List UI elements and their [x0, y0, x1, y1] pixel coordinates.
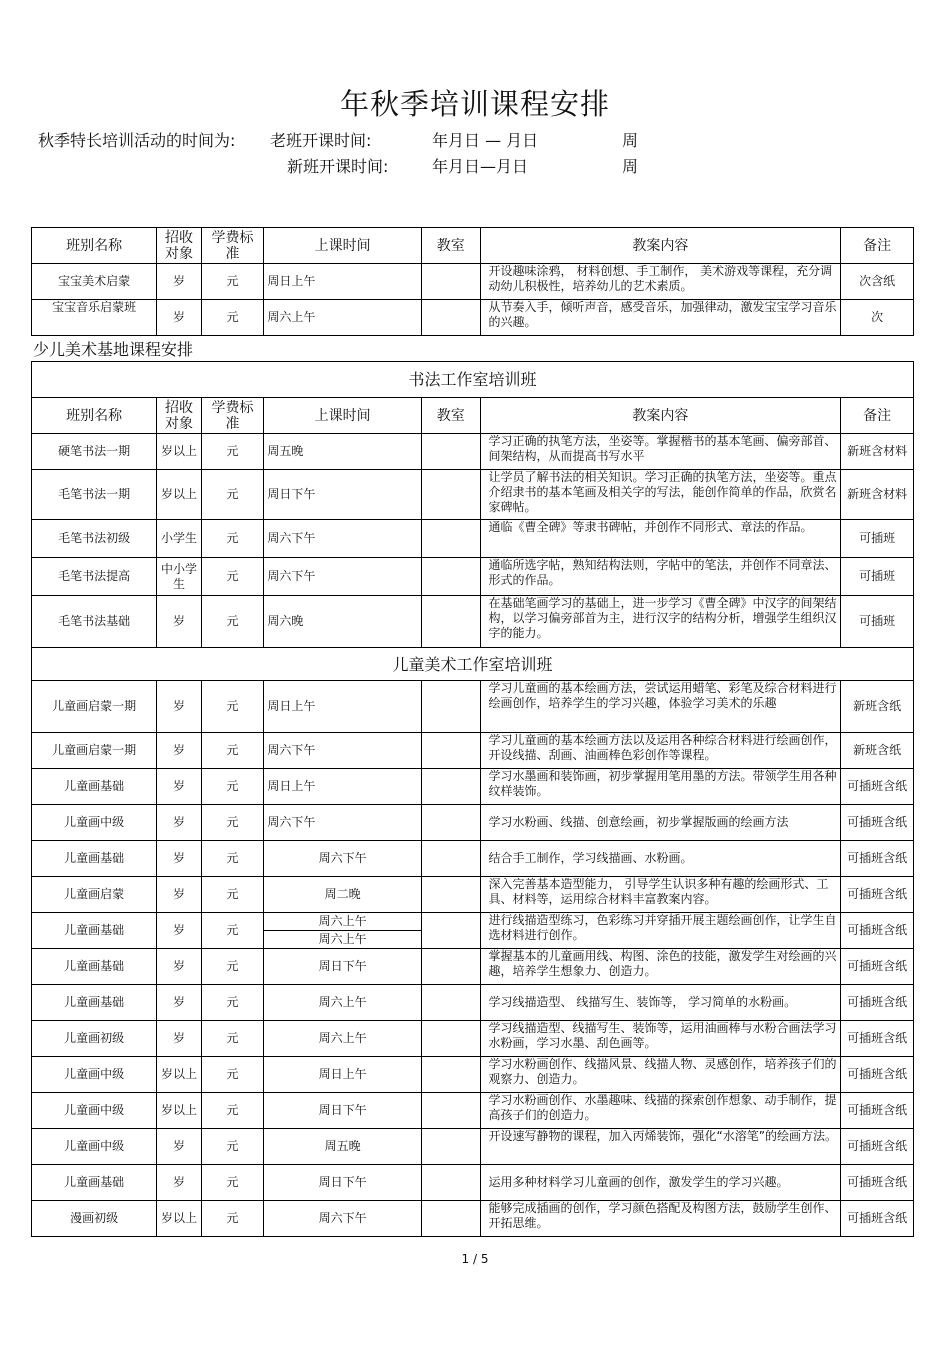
class-content: 学习水墨画和装饰画，初步掌握用笔用墨的方法。带领学生用各种纹样装饰。 — [480, 769, 841, 805]
new-class-week: 周 — [622, 157, 639, 176]
class-fee: 元 — [201, 1165, 264, 1201]
class-target: 岁以上 — [157, 470, 201, 520]
class-target: 岁 — [157, 841, 201, 877]
class-name: 儿童画初级 — [32, 1021, 157, 1057]
class-time: 周日上午 — [264, 769, 422, 805]
class-room — [421, 1165, 480, 1201]
class-time: 周六下午 — [264, 558, 422, 596]
page-number: 1 / 5 — [461, 1252, 489, 1266]
table-row — [32, 1021, 914, 1057]
class-room — [421, 300, 480, 336]
table-row — [32, 558, 914, 596]
class-target: 岁以上 — [157, 1201, 201, 1237]
class-target: 岁 — [157, 769, 201, 805]
class-target: 岁以上 — [157, 1093, 201, 1129]
class-time-first: 周六上午 — [264, 913, 421, 931]
class-time-split — [264, 913, 422, 949]
class-note: 可插班含纸 — [841, 1093, 914, 1129]
class-room — [421, 949, 480, 985]
class-note: 次 — [841, 300, 914, 336]
class-target: 岁以上 — [157, 1057, 201, 1093]
class-fee: 元 — [201, 1093, 264, 1129]
class-target: 岁 — [157, 877, 201, 913]
header-fee: 学费标准 — [201, 228, 264, 264]
class-room — [421, 913, 480, 949]
class-target: 岁 — [157, 733, 201, 769]
class-time: 周五晚 — [264, 1129, 422, 1165]
class-fee: 元 — [201, 264, 264, 300]
class-time: 周日上午 — [264, 681, 422, 733]
class-content: 让学员了解书法的相关知识。学习正确的执笔方法，坐姿等。重点介绍隶书的基本笔画及相关字的写法，能创作简单的作品，欣赏名家碑帖。 — [480, 470, 841, 520]
class-room — [421, 733, 480, 769]
header-name: 班别名称 — [32, 398, 157, 434]
class-content: 掌握基本的儿童画用线、构图、涂色的技能，激发学生对绘画的兴趣，培养学生想象力、创造力。 — [480, 949, 841, 985]
subheading: 少儿美术基地课程安排 — [33, 340, 194, 359]
class-note: 可插班含纸 — [841, 1165, 914, 1201]
class-time: 周六下午 — [264, 841, 422, 877]
table-row — [32, 877, 914, 913]
class-content: 进行线描造型练习，色彩练习并穿插开展主题绘画创作，让学生自选材料进行创作。 — [480, 913, 841, 949]
class-name: 硬笔书法一期 — [32, 434, 157, 470]
class-content: 学习线描造型、 线描写生、装饰等， 学习简单的水粉画。 — [480, 985, 841, 1021]
class-room — [421, 558, 480, 596]
class-time: 周六下午 — [264, 805, 422, 841]
table-row — [32, 1093, 914, 1129]
class-note: 新班含材料 — [841, 434, 914, 470]
table-row — [32, 1201, 914, 1237]
table-row — [32, 470, 914, 520]
table-header-row — [32, 228, 914, 264]
art-base-table — [31, 361, 914, 1237]
table-row — [32, 913, 914, 949]
new-class-label: 新班开课时间: — [287, 157, 389, 176]
table-row — [32, 949, 914, 985]
class-time: 周六下午 — [264, 1201, 422, 1237]
table-row — [32, 769, 914, 805]
class-note: 可插班含纸 — [841, 985, 914, 1021]
class-fee: 元 — [201, 1021, 264, 1057]
class-name: 儿童画中级 — [32, 1057, 157, 1093]
class-name: 毛笔书法初级 — [32, 520, 157, 558]
class-target: 岁 — [157, 985, 201, 1021]
class-room — [421, 985, 480, 1021]
class-content: 学习水粉画、线描、创意绘画，初步掌握版画的绘画方法 — [480, 805, 841, 841]
class-note: 新班含纸 — [841, 681, 914, 733]
class-time: 周日上午 — [264, 264, 422, 300]
class-name: 宝宝音乐启蒙班 — [32, 300, 157, 336]
header-note: 备注 — [841, 228, 914, 264]
class-note: 可插班含纸 — [841, 1021, 914, 1057]
class-note: 可插班 — [841, 596, 914, 648]
new-class-dates: 年月日—月日 — [432, 157, 529, 176]
section-row-art — [32, 648, 914, 681]
class-target: 岁 — [157, 596, 201, 648]
class-content: 开设速写静物的课程，加入丙烯装饰，强化“水溶笔”的绘画方法。 — [480, 1129, 841, 1165]
class-fee: 元 — [201, 733, 264, 769]
class-content: 从节奏入手，倾听声音，感受音乐，加强律动，激发宝宝学习音乐的兴趣。 — [480, 300, 841, 336]
class-note: 新班含材料 — [841, 470, 914, 520]
class-time: 周六上午 — [264, 985, 422, 1021]
class-room — [421, 1129, 480, 1165]
class-room — [421, 470, 480, 520]
class-content: 在基础笔画学习的基础上，进一步学习《曹全碑》中汉字的间架结构，以学习偏旁部首为主，进行汉字的结构分析，增强学生组织汉字的能力。 — [480, 596, 841, 648]
class-fee: 元 — [201, 434, 264, 470]
class-time: 周六下午 — [264, 733, 422, 769]
class-target: 岁以上 — [157, 434, 201, 470]
class-target: 小学生 — [157, 520, 201, 558]
class-fee: 元 — [201, 841, 264, 877]
class-room — [421, 1093, 480, 1129]
table-row — [32, 805, 914, 841]
class-name: 儿童画基础 — [32, 949, 157, 985]
class-time: 周六下午 — [264, 520, 422, 558]
old-class-dates: 年月日 — 月日 — [432, 131, 539, 150]
class-content: 运用多种材料学习儿童画的创作，激发学生的学习兴趣。 — [480, 1165, 841, 1201]
class-name: 儿童画中级 — [32, 1129, 157, 1165]
table-row — [32, 733, 914, 769]
table-row — [32, 1129, 914, 1165]
table-row — [32, 434, 914, 470]
class-name: 儿童画基础 — [32, 913, 157, 949]
class-note: 新班含纸 — [841, 733, 914, 769]
class-content: 学习儿童画的基本绘画方法以及运用各种综合材料进行绘画创作， 开设线描、刮画、油画棒色彩创作等课程。 — [480, 733, 841, 769]
schedule-intro: 秋季特长培训活动的时间为: — [38, 131, 236, 150]
class-time: 周日上午 — [264, 1057, 422, 1093]
class-content: 学习水粉画创作、水墨趣味、线描的探索创作想象、动手制作，提高孩子们的创造力。 — [480, 1093, 841, 1129]
class-note: 可插班含纸 — [841, 877, 914, 913]
class-content: 通临所选字帖，熟知结构法则，字帖中的笔法，并创作不同章法、形式的作品。 — [480, 558, 841, 596]
class-room — [421, 769, 480, 805]
class-content: 通临《曹全碑》等隶书碑帖，并创作不同形式、章法的作品。 — [480, 520, 841, 558]
class-time: 周六晚 — [264, 596, 422, 648]
class-time: 周日下午 — [264, 470, 422, 520]
class-room — [421, 1021, 480, 1057]
class-note: 可插班含纸 — [841, 769, 914, 805]
header-room: 教室 — [421, 228, 480, 264]
class-name: 毛笔书法一期 — [32, 470, 157, 520]
class-name: 宝宝美术启蒙 — [32, 264, 157, 300]
class-room — [421, 681, 480, 733]
class-target: 中小学生 — [157, 558, 201, 596]
class-content: 开设趣味涂鸦， 材料创想、手工制作， 美术游戏等课程，充分调动幼儿积极性，培养幼儿的艺术素质。 — [480, 264, 841, 300]
class-fee: 元 — [201, 877, 264, 913]
header-time: 上课时间 — [264, 398, 422, 434]
class-fee: 元 — [201, 470, 264, 520]
class-fee: 元 — [201, 558, 264, 596]
class-fee: 元 — [201, 1057, 264, 1093]
class-content: 学习水粉画创作、线描风景、线描人物、灵感创作，培养孩子们的观察力、创造力。 — [480, 1057, 841, 1093]
class-time: 周五晚 — [264, 434, 422, 470]
table-row — [32, 1057, 914, 1093]
class-time: 周六上午 — [264, 300, 422, 336]
class-note: 可插班含纸 — [841, 805, 914, 841]
class-content: 深入完善基本造型能力， 引导学生认识多种有趣的绘画形式、工具、材料等，运用综合材料丰富教案内容。 — [480, 877, 841, 913]
class-fee: 元 — [201, 769, 264, 805]
class-time: 周日下午 — [264, 1165, 422, 1201]
class-note: 可插班含纸 — [841, 913, 914, 949]
old-class-label: 老班开课时间: — [270, 131, 372, 150]
class-content: 能够完成插画的创作，学习颜色搭配及构图方法，鼓励学生创作、开拓思维。 — [480, 1201, 841, 1237]
section-row-calligraphy — [32, 362, 914, 398]
class-note: 可插班含纸 — [841, 841, 914, 877]
class-room — [421, 841, 480, 877]
header-fee: 学费标准 — [201, 398, 264, 434]
class-name: 儿童画基础 — [32, 841, 157, 877]
class-fee: 元 — [201, 805, 264, 841]
class-name: 儿童画基础 — [32, 1165, 157, 1201]
class-room — [421, 264, 480, 300]
class-content: 学习正确的执笔方法，坐姿等。掌握楷书的基本笔画、偏旁部首、间架结构，从而提高书写水平 — [480, 434, 841, 470]
old-class-week: 周 — [622, 131, 639, 150]
class-name: 儿童画基础 — [32, 985, 157, 1021]
header-content: 教案内容 — [480, 228, 841, 264]
class-name: 儿童画中级 — [32, 805, 157, 841]
class-room — [421, 1201, 480, 1237]
table-header-row — [32, 398, 914, 434]
class-room — [421, 1057, 480, 1093]
class-content: 学习线描造型、线描写生、装饰等，运用油画棒与水粉合画法学习水粉画，学习水墨、刮色画等。 — [480, 1021, 841, 1057]
class-note: 可插班含纸 — [841, 949, 914, 985]
class-name: 毛笔书法提高 — [32, 558, 157, 596]
header-name: 班别名称 — [32, 228, 157, 264]
class-time-second: 周六上午 — [318, 932, 367, 946]
table-row — [32, 596, 914, 648]
class-time: 周日下午 — [264, 949, 422, 985]
class-room — [421, 596, 480, 648]
class-fee: 元 — [201, 520, 264, 558]
class-note: 可插班含纸 — [841, 1201, 914, 1237]
header-content: 教案内容 — [480, 398, 841, 434]
class-room — [421, 434, 480, 470]
header-target: 招收对象 — [157, 398, 201, 434]
class-name: 儿童画中级 — [32, 1093, 157, 1129]
class-target: 岁 — [157, 805, 201, 841]
class-target: 岁 — [157, 913, 201, 949]
table-row — [32, 681, 914, 733]
class-fee: 元 — [201, 1129, 264, 1165]
class-note: 次含纸 — [841, 264, 914, 300]
class-name: 漫画初级 — [32, 1201, 157, 1237]
class-name: 毛笔书法基础 — [32, 596, 157, 648]
class-note: 可插班含纸 — [841, 1057, 914, 1093]
header-note: 备注 — [841, 398, 914, 434]
class-time: 周日下午 — [264, 1093, 422, 1129]
class-target: 岁 — [157, 1165, 201, 1201]
class-fee: 元 — [201, 1201, 264, 1237]
class-target: 岁 — [157, 264, 201, 300]
class-fee: 元 — [201, 985, 264, 1021]
class-fee: 元 — [201, 949, 264, 985]
class-target: 岁 — [157, 949, 201, 985]
class-fee: 元 — [201, 913, 264, 949]
header-target: 招收对象 — [157, 228, 201, 264]
class-time: 周二晚 — [264, 877, 422, 913]
table-row — [32, 1165, 914, 1201]
class-note: 可插班含纸 — [841, 1129, 914, 1165]
class-fee: 元 — [201, 596, 264, 648]
class-room — [421, 520, 480, 558]
class-target: 岁 — [157, 300, 201, 336]
class-name: 儿童画启蒙一期 — [32, 681, 157, 733]
class-time: 周六上午 — [264, 1021, 422, 1057]
class-room — [421, 805, 480, 841]
baby-classes-table — [31, 227, 914, 336]
class-note: 可插班 — [841, 558, 914, 596]
class-room — [421, 877, 480, 913]
class-note: 可插班 — [841, 520, 914, 558]
table-row — [32, 520, 914, 558]
table-row — [32, 300, 914, 336]
class-content: 学习儿童画的基本绘画方法，尝试运用蜡笔、彩笔及综合材料进行绘画创作，培养学生的学习兴趣，体验学习美术的乐趣 — [480, 681, 841, 733]
table-row — [32, 264, 914, 300]
class-fee: 元 — [201, 681, 264, 733]
page-title: 年秋季培训课程安排 — [339, 87, 610, 121]
section-title-calligraphy: 书法工作室培训班 — [32, 362, 914, 398]
class-fee: 元 — [201, 300, 264, 336]
header-time: 上课时间 — [264, 228, 422, 264]
class-content: 结合手工制作，学习线描画、水粉画。 — [480, 841, 841, 877]
class-name: 儿童画基础 — [32, 769, 157, 805]
table-row — [32, 985, 914, 1021]
section-title-art: 儿童美术工作室培训班 — [32, 648, 914, 681]
table-row — [32, 841, 914, 877]
class-target: 岁 — [157, 1021, 201, 1057]
header-room: 教室 — [421, 398, 480, 434]
class-target: 岁 — [157, 1129, 201, 1165]
class-name: 儿童画启蒙 — [32, 877, 157, 913]
class-name: 儿童画启蒙一期 — [32, 733, 157, 769]
class-target: 岁 — [157, 681, 201, 733]
